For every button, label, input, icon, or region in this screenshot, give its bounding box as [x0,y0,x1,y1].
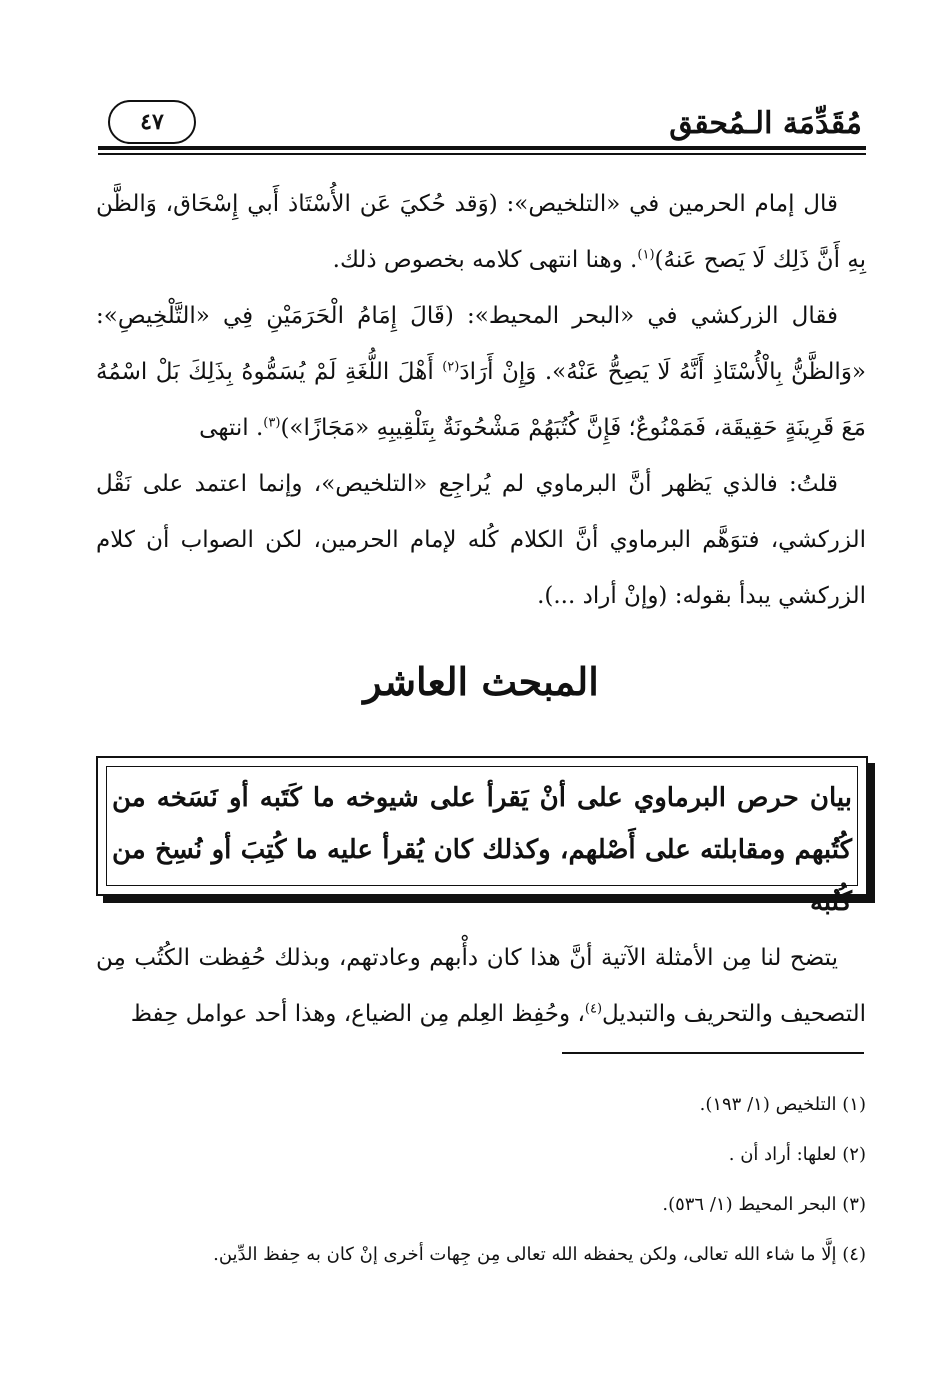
paragraph-2-tail: . انتهى [199,415,264,441]
paragraph-2 [96,288,866,456]
footnote-4: (٤) إلَّا ما شاء الله تعالى، ولكن يحفظه الله تعالى مِن جِهات أخرى إنْ كان به حِفظ الدِّين. [213,1244,866,1265]
body-text-lower [96,930,866,1042]
paragraph-1 [96,176,866,288]
paragraph-4-text: يتضح لنا مِن الأمثلة الآتية أنَّ هذا كان دأْبهم وعادتهم، وبذلك حُفِظت الكُتُب مِن التصحيف والتحريف والتبديل [96,945,866,1027]
footnote-ref-3: (٣) [263,415,281,431]
paragraph-1-text: قال إمام الحرمين في «التلخيص»: (وَقد حُكيَ عَن الأُسْتَاذ أَبي إِسْحَاق، وَالظَّن بِهِ أَنَّ ذَلِك لَا يَصح عَنهُ) [96,191,866,273]
paragraph-1-tail: . وهنا انتهى كلامه بخصوص ذلك. [332,247,638,273]
footnote-2: (٢) لعلها: أراد أن . [728,1144,866,1165]
paragraph-3: قلتُ: فالذي يَظهر أنَّ البرماوي لم يُراجِع «التلخيص»، وإنما اعتمد على نَقْل الزركشي، فتوَهَّم البرماوي أنَّ الكلام كُله لإمام الحرمين، لكن الصواب أن كلام الزركشي يبدأ بقوله: (وإنْ أراد ...). [96,471,866,609]
footnotes [96,1080,866,1280]
paragraph-2-text: فقال الزركشي في «البحر المحيط»: (قَالَ إِمَامُ الْحَرَمَيْنِ فِي «التَّلْخِيصِ»: «وَالظَّنُّ بِالْأُسْتَاذِ أَنَّهُ لَا يَصِحُّ عَنْهُ». وَإِنْ أَرَادَ [96,303,866,385]
page-number-badge: ٤٧ [108,100,196,144]
paragraph-4 [96,930,866,1042]
paragraph-4-tail: ، وحُفِظ العِلم مِن الضياع، وهذا أحد عوامل حِفظ [130,1001,585,1027]
footnote-3: (٣) البحر المحيط (١/ ٥٣٦). [662,1194,866,1215]
header-rule-thick [98,146,866,150]
footnote-ref-1: (١) [637,247,655,263]
footnote-ref-2: (٢) [442,359,460,375]
section-title-box [96,756,868,917]
footnote-ref-4: (٤) [584,1001,603,1017]
section-heading: المبحث العاشر [363,659,599,704]
body-text-upper [96,176,866,624]
footnote-separator [562,1052,864,1054]
section-title-text: بيان حرص البرماوي على أنْ يَقرأ على شيوخه ما كَتَبه أو نَسَخه من كُتُبهم ومقابلته على أَصْلهم، وكذلك كان يُقرأ عليه ما كُتِبَ أو نُسِخ من كُتُبه [112,783,852,917]
paragraph-2-mid: أَهْلَ اللُّغَةِ لَمْ يُسَمُّوهُ بِذَلِكَ بَلْ اسْمُهُ مَعَ قَرِينَةٍ حَقِيقَة، فَمَمْنُوعٌ؛ فَإِنَّ كُتُبَهُمْ مَشْحُونَةٌ بِتَلْقِيبِهِ «مَجَازًا») [96,359,866,441]
running-header-title: مُقَدِّمَة الـمُحقق [669,106,862,141]
header-rule-thin [98,153,866,155]
footnote-1: (١) التلخيص (١/ ١٩٣). [699,1094,866,1115]
